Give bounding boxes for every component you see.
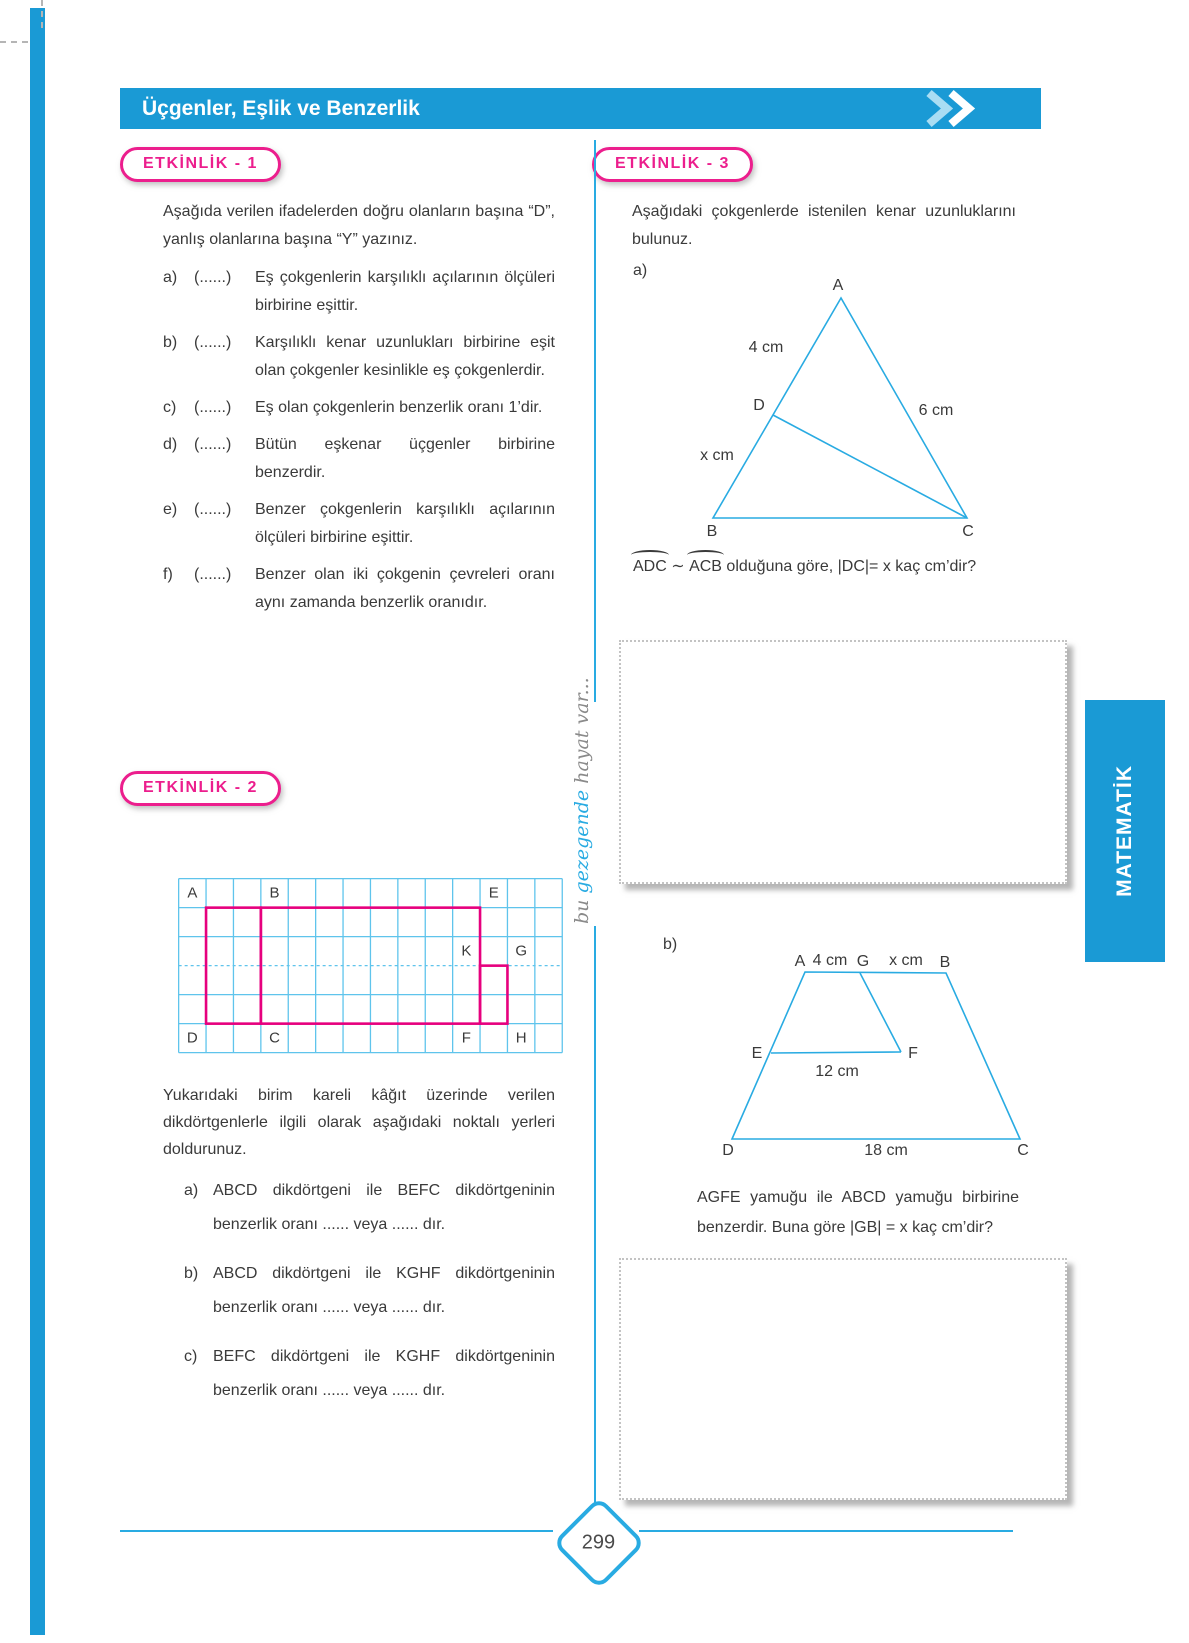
grid-label-A: A	[187, 884, 198, 902]
page-number-diamond	[552, 1496, 645, 1589]
activity-2-items	[184, 1174, 555, 1424]
trapezoid-ABCD	[732, 972, 1020, 1139]
side-label-DB: x cm	[700, 447, 734, 464]
true-false-item	[163, 561, 555, 617]
answer-box-part-b	[619, 1258, 1067, 1500]
chapter-title: Üçgenler, Eşlik ve Benzerlik	[142, 97, 420, 120]
item-marker: c)	[184, 1348, 198, 1366]
item-text: BEFC dikdörtgeni ile KGHF dikdörtgeninin benzerlik oranı ...... veya ...... dır.	[213, 1348, 555, 1399]
vertex-label-B: B	[939, 954, 951, 971]
activity-2-caption: Yukarıdaki birim kareli kâğıt üzerinde verilen dikdörtgenlerle ilgili olarak aşağıdaki noktalı yerleri doldurunuz.	[163, 1087, 555, 1159]
true-false-item	[163, 496, 555, 552]
fill-in-item	[184, 1174, 555, 1241]
answer-blank: (......)	[194, 399, 232, 416]
footer-rule-right	[639, 1530, 1013, 1532]
page-number: 299	[582, 1531, 616, 1554]
answer-blank: (......)	[194, 501, 232, 518]
true-false-item	[163, 329, 555, 385]
true-false-item	[163, 394, 555, 422]
answer-blank: (......)	[194, 566, 232, 583]
grid-label-E: E	[488, 884, 499, 902]
activity-2-badge: ETKİNLİK - 2	[120, 771, 281, 806]
crop-mark-horizontal	[0, 41, 28, 43]
column-divider-bottom	[594, 926, 596, 1506]
vertex-label-C: C	[1017, 1142, 1029, 1159]
triangle-diagram	[655, 270, 995, 540]
point-label-E: E	[751, 1045, 763, 1062]
vertex-label-C: C	[962, 523, 974, 540]
true-false-item	[163, 431, 555, 487]
item-text: ABCD dikdörtgeni ile BEFC dikdörtgeninin benzerlik oranı ...... veya ...... dır.	[213, 1182, 555, 1233]
item-marker: c)	[163, 399, 177, 416]
point-label-G: G	[856, 953, 870, 970]
item-text: Karşılıklı kenar uzunlukları birbirine eşit olan çokgenler kesinlikle eş çokgenlerdir.	[255, 334, 555, 379]
item-marker: a)	[163, 269, 178, 286]
part-a-question	[633, 556, 976, 576]
item-marker: d)	[163, 436, 178, 453]
side-label-EF: 12 cm	[815, 1063, 859, 1080]
item-marker: f)	[163, 566, 173, 583]
angle-ADC: ADC	[633, 558, 667, 575]
fill-in-item	[184, 1340, 555, 1407]
left-margin-bar	[30, 8, 45, 1635]
grid-label-B: B	[269, 884, 280, 902]
grid-label-C: C	[269, 1029, 280, 1047]
activity-1-badge: ETKİNLİK - 1	[120, 147, 281, 182]
vertex-label-D: D	[722, 1142, 734, 1159]
item-text: Eş olan çokgenlerin benzerlik oranı 1’dir.	[255, 399, 543, 416]
grid-label-G: G	[515, 942, 527, 960]
part-b-marker: b)	[663, 936, 678, 953]
point-label-F: F	[908, 1045, 918, 1062]
activity-3-badge: ETKİNLİK - 3	[592, 147, 753, 182]
answer-blank: (......)	[194, 269, 232, 286]
vertex-label-B: B	[706, 523, 718, 540]
item-marker: e)	[163, 501, 178, 518]
fill-in-item	[184, 1257, 555, 1324]
subject-side-tab	[1085, 700, 1165, 962]
watermark-highlight: gezegende	[571, 789, 593, 894]
vertex-label-A: A	[832, 277, 844, 294]
segment-GF	[860, 973, 901, 1052]
answer-blank: (......)	[194, 436, 232, 453]
unit-grid-diagram	[178, 878, 564, 1055]
watermark-text	[571, 677, 597, 924]
answer-box-part-a	[619, 640, 1067, 884]
crop-mark-vertical	[41, 0, 43, 28]
item-text: Eş çokgenlerin karşılıklı açılarının ölçüleri birbirine eşittir.	[255, 269, 555, 314]
grid-label-K: K	[461, 942, 472, 960]
item-text: Benzer olan iki çokgenin çevreleri oranı aynı zamanda benzerlik oranıdır.	[255, 566, 555, 611]
point-label-D: D	[753, 397, 765, 414]
grid-label-D: D	[186, 1029, 198, 1047]
item-text: Bütün eşkenar üçgenler birbirine benzerdir.	[255, 436, 555, 481]
watermark-pre: bu	[571, 893, 593, 924]
grid-label-H: H	[515, 1029, 527, 1047]
side-label-GB: x cm	[889, 952, 923, 969]
side-label-DC: 18 cm	[864, 1142, 908, 1159]
activity-1-intro: Aşağıda verilen ifadelerden doğru olanların başına “D”, yanlış olanlarına başına “Y” yazınız.	[163, 203, 555, 248]
chapter-header	[120, 88, 1041, 129]
part-b-question: AGFE yamuğu ile ABCD yamuğu birbirine benzerdir. Buna göre |GB| = x kaç cm’dir?	[697, 1189, 1019, 1236]
side-label-AC: 6 cm	[918, 402, 954, 419]
vertex-label-A: A	[794, 953, 806, 970]
trapezoid-diagram	[697, 948, 1045, 1163]
footer-rule-left	[120, 1530, 553, 1532]
question-text: olduğuna göre, |DC|= x kaç cm’dir?	[721, 558, 977, 575]
true-false-item	[163, 264, 555, 320]
subject-side-tab-label: MATEMATİK	[1113, 765, 1136, 897]
item-text: Benzer çokgenlerin karşılıklı açılarının ölçüleri birbirine eşittir.	[255, 501, 555, 546]
column-divider-top	[594, 140, 596, 702]
activity-3-intro: Aşağıdaki çokgenlerde istenilen kenar uzunluklarını bulunuz.	[632, 203, 1016, 248]
item-marker: b)	[163, 334, 178, 351]
activity-1-items	[163, 264, 555, 626]
similarity-symbol: ∼	[666, 558, 690, 575]
side-label-AG: 4 cm	[812, 952, 848, 969]
answer-blank: (......)	[194, 334, 232, 351]
part-a-marker: a)	[633, 262, 648, 279]
segment-EF	[771, 1052, 901, 1053]
side-label-AD: 4 cm	[748, 339, 784, 356]
item-marker: a)	[184, 1182, 199, 1199]
grid-label-F: F	[461, 1029, 471, 1047]
item-text: ABCD dikdörtgeni ile KGHF dikdörtgeninin benzerlik oranı ...... veya ...... dır.	[213, 1265, 555, 1316]
watermark-post: hayat var...	[571, 677, 593, 790]
angle-ACB: ACB	[689, 558, 722, 575]
item-marker: b)	[184, 1265, 199, 1283]
chevron-right-icon	[921, 90, 991, 127]
